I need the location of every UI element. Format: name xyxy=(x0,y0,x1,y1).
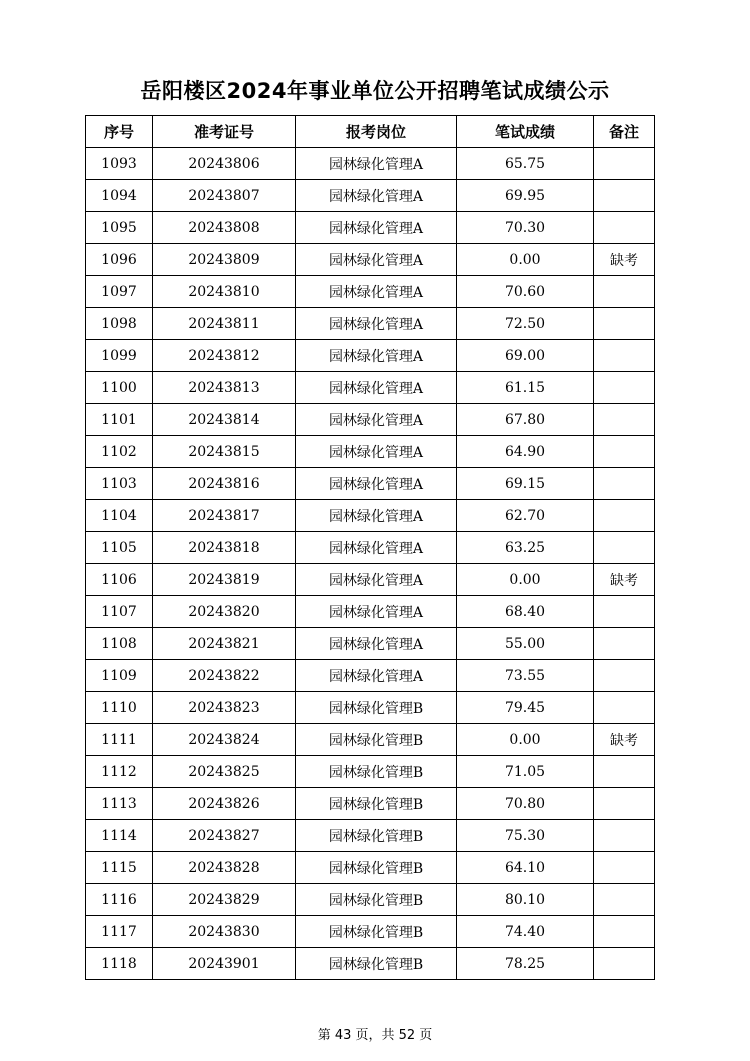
position-cell: 园林绿化管理A xyxy=(296,244,457,276)
table-row xyxy=(86,820,655,852)
serial-number-cell: 1098 xyxy=(86,308,153,340)
remark-cell xyxy=(594,404,655,436)
score-cell: 70.30 xyxy=(457,212,594,244)
position-cell: 园林绿化管理B xyxy=(296,916,457,948)
remark-cell xyxy=(594,500,655,532)
table-row xyxy=(86,372,655,404)
score-cell: 68.40 xyxy=(457,596,594,628)
table-header-row xyxy=(86,116,655,148)
score-cell: 62.70 xyxy=(457,500,594,532)
ticket-number-cell: 20243829 xyxy=(153,884,296,916)
remark-cell xyxy=(594,340,655,372)
serial-number-cell: 1097 xyxy=(86,276,153,308)
score-cell: 67.80 xyxy=(457,404,594,436)
remark-cell xyxy=(594,948,655,980)
serial-number-cell: 1118 xyxy=(86,948,153,980)
serial-number-cell: 1113 xyxy=(86,788,153,820)
table-row xyxy=(86,244,655,276)
remark-cell xyxy=(594,692,655,724)
position-cell: 园林绿化管理B xyxy=(296,788,457,820)
serial-number-cell: 1095 xyxy=(86,212,153,244)
score-cell: 61.15 xyxy=(457,372,594,404)
remark-cell: 缺考 xyxy=(594,244,655,276)
serial-number-cell: 1100 xyxy=(86,372,153,404)
table-row xyxy=(86,916,655,948)
remark-cell xyxy=(594,468,655,500)
score-cell: 0.00 xyxy=(457,244,594,276)
ticket-number-cell: 20243819 xyxy=(153,564,296,596)
ticket-number-cell: 20243806 xyxy=(153,148,296,180)
ticket-number-cell: 20243814 xyxy=(153,404,296,436)
serial-number-cell: 1104 xyxy=(86,500,153,532)
serial-number-cell: 1111 xyxy=(86,724,153,756)
page-footer: 第 43 页，共 52 页 xyxy=(317,1028,433,1043)
remark-cell xyxy=(594,436,655,468)
table-row xyxy=(86,660,655,692)
ticket-number-cell: 20243822 xyxy=(153,660,296,692)
remark-cell: 缺考 xyxy=(594,564,655,596)
table-row xyxy=(86,628,655,660)
table-row xyxy=(86,276,655,308)
ticket-number-cell: 20243817 xyxy=(153,500,296,532)
serial-number-cell: 1105 xyxy=(86,532,153,564)
position-cell: 园林绿化管理A xyxy=(296,500,457,532)
serial-number-cell: 1093 xyxy=(86,148,153,180)
header-serial-number: 序号 xyxy=(86,116,153,148)
table-row xyxy=(86,308,655,340)
table-row xyxy=(86,756,655,788)
serial-number-cell: 1112 xyxy=(86,756,153,788)
table-row xyxy=(86,884,655,916)
remark-cell: 缺考 xyxy=(594,724,655,756)
position-cell: 园林绿化管理A xyxy=(296,596,457,628)
position-cell: 园林绿化管理A xyxy=(296,180,457,212)
score-cell: 70.80 xyxy=(457,788,594,820)
ticket-number-cell: 20243827 xyxy=(153,820,296,852)
remark-cell xyxy=(594,276,655,308)
serial-number-cell: 1116 xyxy=(86,884,153,916)
position-cell: 园林绿化管理B xyxy=(296,692,457,724)
ticket-number-cell: 20243810 xyxy=(153,276,296,308)
remark-cell xyxy=(594,532,655,564)
ticket-number-cell: 20243807 xyxy=(153,180,296,212)
serial-number-cell: 1101 xyxy=(86,404,153,436)
serial-number-cell: 1099 xyxy=(86,340,153,372)
position-cell: 园林绿化管理A xyxy=(296,532,457,564)
ticket-number-cell: 20243815 xyxy=(153,436,296,468)
ticket-number-cell: 20243820 xyxy=(153,596,296,628)
ticket-number-cell: 20243823 xyxy=(153,692,296,724)
table-row xyxy=(86,340,655,372)
remark-cell xyxy=(594,372,655,404)
score-cell: 64.90 xyxy=(457,436,594,468)
position-cell: 园林绿化管理A xyxy=(296,340,457,372)
position-cell: 园林绿化管理A xyxy=(296,308,457,340)
ticket-number-cell: 20243818 xyxy=(153,532,296,564)
header-remark: 备注 xyxy=(594,116,655,148)
score-cell: 55.00 xyxy=(457,628,594,660)
ticket-number-cell: 20243821 xyxy=(153,628,296,660)
ticket-number-cell: 20243808 xyxy=(153,212,296,244)
serial-number-cell: 1110 xyxy=(86,692,153,724)
remark-cell xyxy=(594,820,655,852)
position-cell: 园林绿化管理B xyxy=(296,756,457,788)
position-cell: 园林绿化管理A xyxy=(296,468,457,500)
score-table xyxy=(85,115,655,980)
remark-cell xyxy=(594,628,655,660)
remark-cell xyxy=(594,788,655,820)
position-cell: 园林绿化管理B xyxy=(296,724,457,756)
score-cell: 69.00 xyxy=(457,340,594,372)
serial-number-cell: 1103 xyxy=(86,468,153,500)
position-cell: 园林绿化管理A xyxy=(296,564,457,596)
header-position: 报考岗位 xyxy=(296,116,457,148)
position-cell: 园林绿化管理A xyxy=(296,436,457,468)
score-cell: 79.45 xyxy=(457,692,594,724)
table-row xyxy=(86,212,655,244)
score-cell: 0.00 xyxy=(457,724,594,756)
table-row xyxy=(86,788,655,820)
position-cell: 园林绿化管理B xyxy=(296,884,457,916)
table-row xyxy=(86,180,655,212)
serial-number-cell: 1106 xyxy=(86,564,153,596)
table-row xyxy=(86,436,655,468)
position-cell: 园林绿化管理B xyxy=(296,852,457,884)
ticket-number-cell: 20243811 xyxy=(153,308,296,340)
table-row xyxy=(86,468,655,500)
position-cell: 园林绿化管理A xyxy=(296,276,457,308)
serial-number-cell: 1096 xyxy=(86,244,153,276)
score-cell: 74.40 xyxy=(457,916,594,948)
serial-number-cell: 1108 xyxy=(86,628,153,660)
remark-cell xyxy=(594,884,655,916)
table-row xyxy=(86,596,655,628)
position-cell: 园林绿化管理A xyxy=(296,628,457,660)
serial-number-cell: 1102 xyxy=(86,436,153,468)
position-cell: 园林绿化管理B xyxy=(296,948,457,980)
position-cell: 园林绿化管理A xyxy=(296,148,457,180)
ticket-number-cell: 20243824 xyxy=(153,724,296,756)
score-cell: 73.55 xyxy=(457,660,594,692)
table-row xyxy=(86,948,655,980)
remark-cell xyxy=(594,756,655,788)
remark-cell xyxy=(594,212,655,244)
table-row xyxy=(86,148,655,180)
page-title: 岳阳楼区2024年事业单位公开招聘笔试成绩公示 xyxy=(140,79,610,103)
score-cell: 80.10 xyxy=(457,884,594,916)
ticket-number-cell: 20243809 xyxy=(153,244,296,276)
table-row xyxy=(86,500,655,532)
table-row xyxy=(86,532,655,564)
ticket-number-cell: 20243828 xyxy=(153,852,296,884)
serial-number-cell: 1109 xyxy=(86,660,153,692)
header-ticket-number: 准考证号 xyxy=(153,116,296,148)
table-row xyxy=(86,564,655,596)
ticket-number-cell: 20243813 xyxy=(153,372,296,404)
serial-number-cell: 1107 xyxy=(86,596,153,628)
ticket-number-cell: 20243816 xyxy=(153,468,296,500)
ticket-number-cell: 20243812 xyxy=(153,340,296,372)
score-cell: 72.50 xyxy=(457,308,594,340)
remark-cell xyxy=(594,916,655,948)
remark-cell xyxy=(594,148,655,180)
remark-cell xyxy=(594,660,655,692)
serial-number-cell: 1114 xyxy=(86,820,153,852)
remark-cell xyxy=(594,596,655,628)
ticket-number-cell: 20243830 xyxy=(153,916,296,948)
table-row xyxy=(86,852,655,884)
serial-number-cell: 1094 xyxy=(86,180,153,212)
position-cell: 园林绿化管理A xyxy=(296,404,457,436)
table-row xyxy=(86,724,655,756)
score-cell: 70.60 xyxy=(457,276,594,308)
position-cell: 园林绿化管理B xyxy=(296,820,457,852)
score-cell: 71.05 xyxy=(457,756,594,788)
position-cell: 园林绿化管理A xyxy=(296,372,457,404)
score-cell: 69.15 xyxy=(457,468,594,500)
remark-cell xyxy=(594,308,655,340)
score-cell: 63.25 xyxy=(457,532,594,564)
header-score: 笔试成绩 xyxy=(457,116,594,148)
serial-number-cell: 1117 xyxy=(86,916,153,948)
position-cell: 园林绿化管理A xyxy=(296,660,457,692)
ticket-number-cell: 20243825 xyxy=(153,756,296,788)
table-row xyxy=(86,404,655,436)
remark-cell xyxy=(594,852,655,884)
score-cell: 64.10 xyxy=(457,852,594,884)
ticket-number-cell: 20243826 xyxy=(153,788,296,820)
remark-cell xyxy=(594,180,655,212)
score-table-body xyxy=(86,148,655,980)
score-cell: 78.25 xyxy=(457,948,594,980)
score-cell: 0.00 xyxy=(457,564,594,596)
score-cell: 69.95 xyxy=(457,180,594,212)
score-cell: 75.30 xyxy=(457,820,594,852)
position-cell: 园林绿化管理A xyxy=(296,212,457,244)
score-cell: 65.75 xyxy=(457,148,594,180)
serial-number-cell: 1115 xyxy=(86,852,153,884)
ticket-number-cell: 20243901 xyxy=(153,948,296,980)
table-row xyxy=(86,692,655,724)
